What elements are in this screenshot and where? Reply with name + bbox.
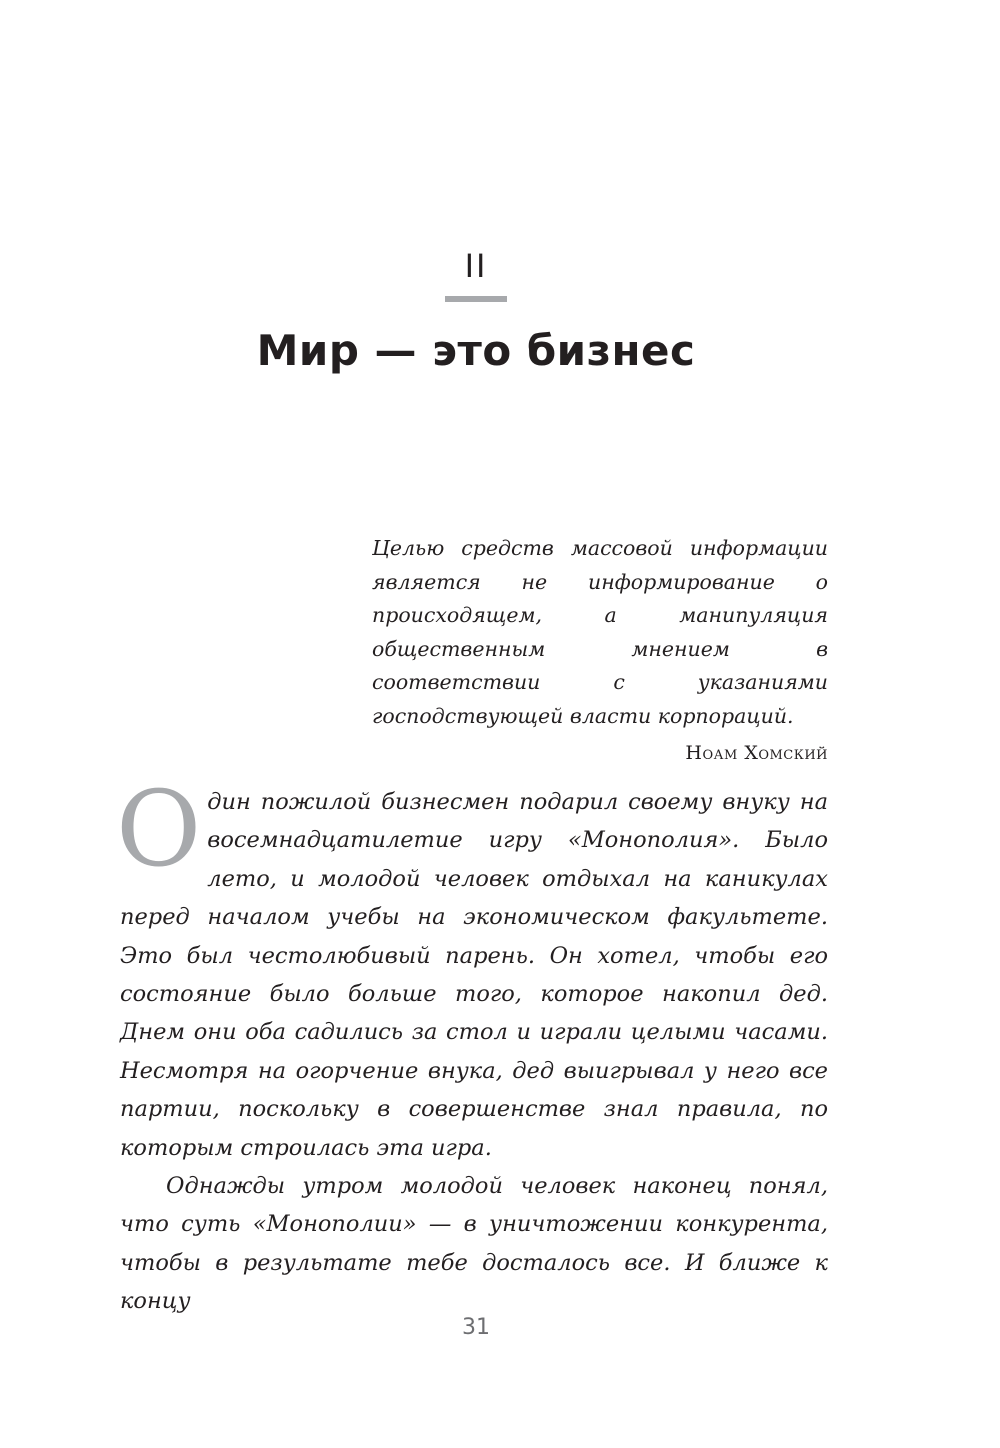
chapter-title: Мир — это бизнес [256, 326, 696, 375]
drop-cap: О [116, 768, 202, 890]
epigraph-quote: Целью средств массовой информации является не информирование о происходящем, а манипуляция общественным мнением в соответствии с указаниями господствующей власти корпораций. [372, 536, 828, 728]
epigraph [372, 532, 828, 767]
paragraph-1 [116, 768, 828, 1167]
chapter-divider [445, 296, 507, 302]
epigraph-author: Ноам Хомский [685, 742, 828, 764]
paragraph-1-text: дин пожилой бизнесмен подарил своему внуку на восемнадцатилетие игру «Монополия». Было лето, и молодой человек отдыхал на каникулах перед началом учебы на экономическом факультете. Это был честолюбивый парень. Он хотел, чтобы его состояние было больше того, которое накопил дед. Днем они оба садились за стол и играли целыми часами. Несмотря на огорчение внука, дед выигрывал у него все партии, поскольку в совершенстве знал правила, по которым строилась эта игра. [120, 789, 828, 1161]
body-text [116, 768, 828, 1321]
paragraph-2: Однажды утром молодой человек наконец понял, что суть «Монополии» — в уничтожении конкурента, чтобы в результате тебе досталось все. И ближе к концу [120, 1173, 828, 1315]
page-number: 31 [462, 1315, 490, 1340]
chapter-number: II [464, 247, 488, 285]
